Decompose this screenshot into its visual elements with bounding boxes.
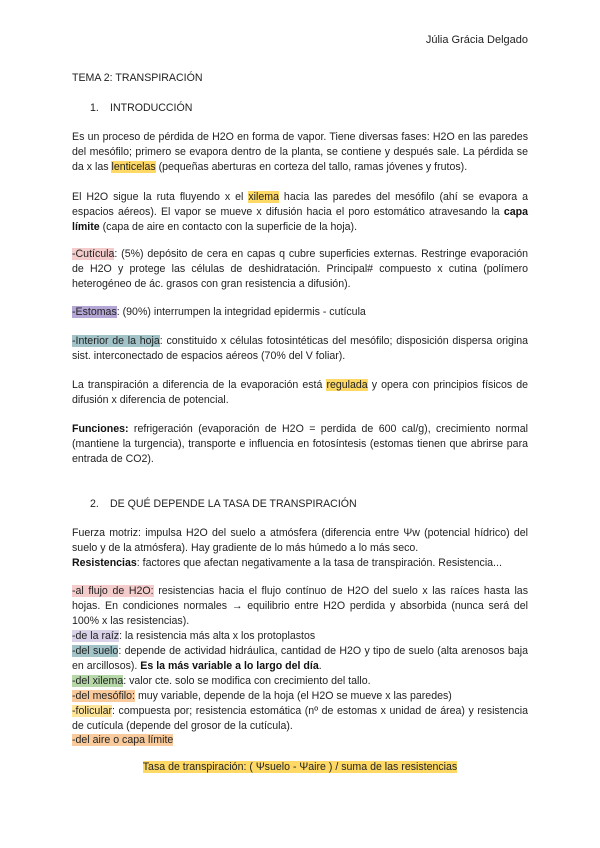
section-1-heading <box>90 101 192 116</box>
xilema-res-text: : valor cte. solo se modifica con crecimiento del tallo. <box>123 675 371 687</box>
section-2-number: 2. <box>90 498 99 510</box>
funciones-bold: Funciones: <box>72 423 129 435</box>
ruta-paragraph <box>72 190 528 236</box>
ruta-text-2: hacia las paredes del mesófilo (ahí se evapora a espacios aéreos). El vapor se mueve x difusión hacia el poro estomático atravesando la <box>72 191 529 219</box>
suelo-bold: Es la más variable a lo largo del día <box>140 660 319 673</box>
suelo-paragraph <box>72 644 528 674</box>
cuticula-text: : (5%) depósito de cera en capas q cubre superficies externas. Restringe evaporación de H2O y protege las células de deshidratación. Principal# compuesto x cutina (polímero heterogéneo de ác. grasos con gran resistencia a difusión). <box>72 248 528 291</box>
intro-paragraph <box>72 130 528 176</box>
xilema-line <box>72 674 528 689</box>
aire-line <box>72 733 528 748</box>
interior-highlight: -Interior de la hoja <box>72 335 160 347</box>
ruta-text: El H2O sigue la ruta fluyendo x el <box>72 191 249 203</box>
funciones-text: refrigeración (evaporación de H2O = perdida de 600 cal/g), crecimiento normal (mantiene la turgencia), transporte e influencia en fotosíntesis (estomas tienen que abrirse para entrada de CO2). <box>72 423 528 466</box>
resistencias-paragraph <box>72 556 528 571</box>
cuticula-highlight: -Cutícula <box>72 248 115 260</box>
mesofilo-line <box>72 689 528 704</box>
ruta-text-3: (capa de aire en contacto con la superficie de la hoja). <box>99 221 358 234</box>
funciones-paragraph <box>72 422 528 468</box>
folicular-paragraph <box>72 704 528 734</box>
cuticula-paragraph <box>72 247 528 293</box>
regulada-highlight: regulada <box>326 379 368 391</box>
estomas-text: : (90%) interrumpen la integridad epidermis - cutícula <box>116 306 366 318</box>
transpiracion-paragraph <box>72 378 528 408</box>
section-2-title: DE QUÉ DEPENDE LA TASA DE TRANSPIRACIÓN <box>110 498 357 510</box>
section-2-heading <box>90 497 357 512</box>
topic-title: TEMA 2: TRANSPIRACIÓN <box>72 72 203 84</box>
transpiracion-text: La transpiración a diferencia de la evaporación está <box>72 379 327 391</box>
interior-paragraph <box>72 334 528 364</box>
resistencias-bold: Resistencias <box>72 557 137 569</box>
transpiracion-text-end: y opera con principios físicos de difusión x diferencia de potencial. <box>72 379 529 407</box>
section-1-number: 1. <box>90 102 99 114</box>
formula-line <box>0 760 600 775</box>
estomas-paragraph <box>72 305 528 320</box>
intro-text: Es un proceso de pérdida de H2O en forma de vapor. Tiene diversas fases: H2O en las paredes del mesófilo; primero se evapora dentro de la planta, se contiene y después sale. La pérdida se da x las <box>72 131 528 174</box>
resistencias-text: : factores que afectan negativamente a la tasa de transpiración. Resistencia... <box>136 557 502 569</box>
suelo-end: . <box>318 660 322 673</box>
flujo-paragraph <box>72 584 528 630</box>
flujo-highlight: -al flujo de H2O: <box>72 585 154 597</box>
raiz-highlight: -de la raíz <box>72 630 120 642</box>
mesofilo-text: muy variable, depende de la hoja (el H2O se mueve x las paredes) <box>135 690 452 702</box>
section-1-title: INTRODUCCIÓN <box>110 102 193 114</box>
raiz-line <box>72 629 528 644</box>
xilema-res-highlight: -del xilema <box>72 675 124 687</box>
folicular-highlight: -folicular <box>72 705 113 717</box>
raiz-text: : la resistencia más alta x los protoplastos <box>119 630 316 642</box>
mesofilo-highlight: -del mesófilo: <box>72 690 135 702</box>
suelo-text: : depende de actividad hidráulica, cantidad de H2O y tipo de suelo (alta arenosos baja en arcillosos). <box>72 645 528 673</box>
fuerza-text: Fuerza motriz: impulsa H2O del suelo a atmósfera (diferencia entre Ψw (potencial hídrico) del suelo y de la atmósfera). Hay gradiente de lo más húmedo a lo más seco. <box>72 527 528 555</box>
interior-text: : constituido x células fotosintéticas del mesófilo; disposición dispersa origina sist. interconectado de espacios aéreos (70% del V foliar). <box>72 335 528 363</box>
xilema-highlight: xilema <box>248 191 279 203</box>
suelo-highlight: -del suelo <box>72 645 119 657</box>
estomas-highlight: -Estomas <box>72 306 117 318</box>
lenticelas-highlight: lenticelas <box>111 161 156 174</box>
formula-highlight: Tasa de transpiración: ( Ψsuelo - Ψaire ) / suma de las resistencias <box>142 761 458 773</box>
flujo-text: resistencias hacia el flujo contínuo de H2O del suelo x las raíces hasta las hojas. En condiciones normales → equilibrio entre H2O perdida y absorbida (nunca será del 100% x las resistencias). <box>72 585 528 628</box>
author-name: Júlia Grácia Delgado <box>425 34 528 46</box>
aire-highlight: -del aire o capa límite <box>72 734 174 746</box>
fuerza-paragraph <box>72 526 528 556</box>
intro-text-end: (pequeñas aberturas en corteza del tallo, ramas jóvenes y frutos). <box>155 161 468 174</box>
folicular-text: : compuesta por; resistencia estomática (nº de estomas x unidad de área) y resistencia de cutícula (depende del grosor de la cutícula). <box>72 705 528 733</box>
capa-limite-bold: capa límite <box>72 206 528 234</box>
